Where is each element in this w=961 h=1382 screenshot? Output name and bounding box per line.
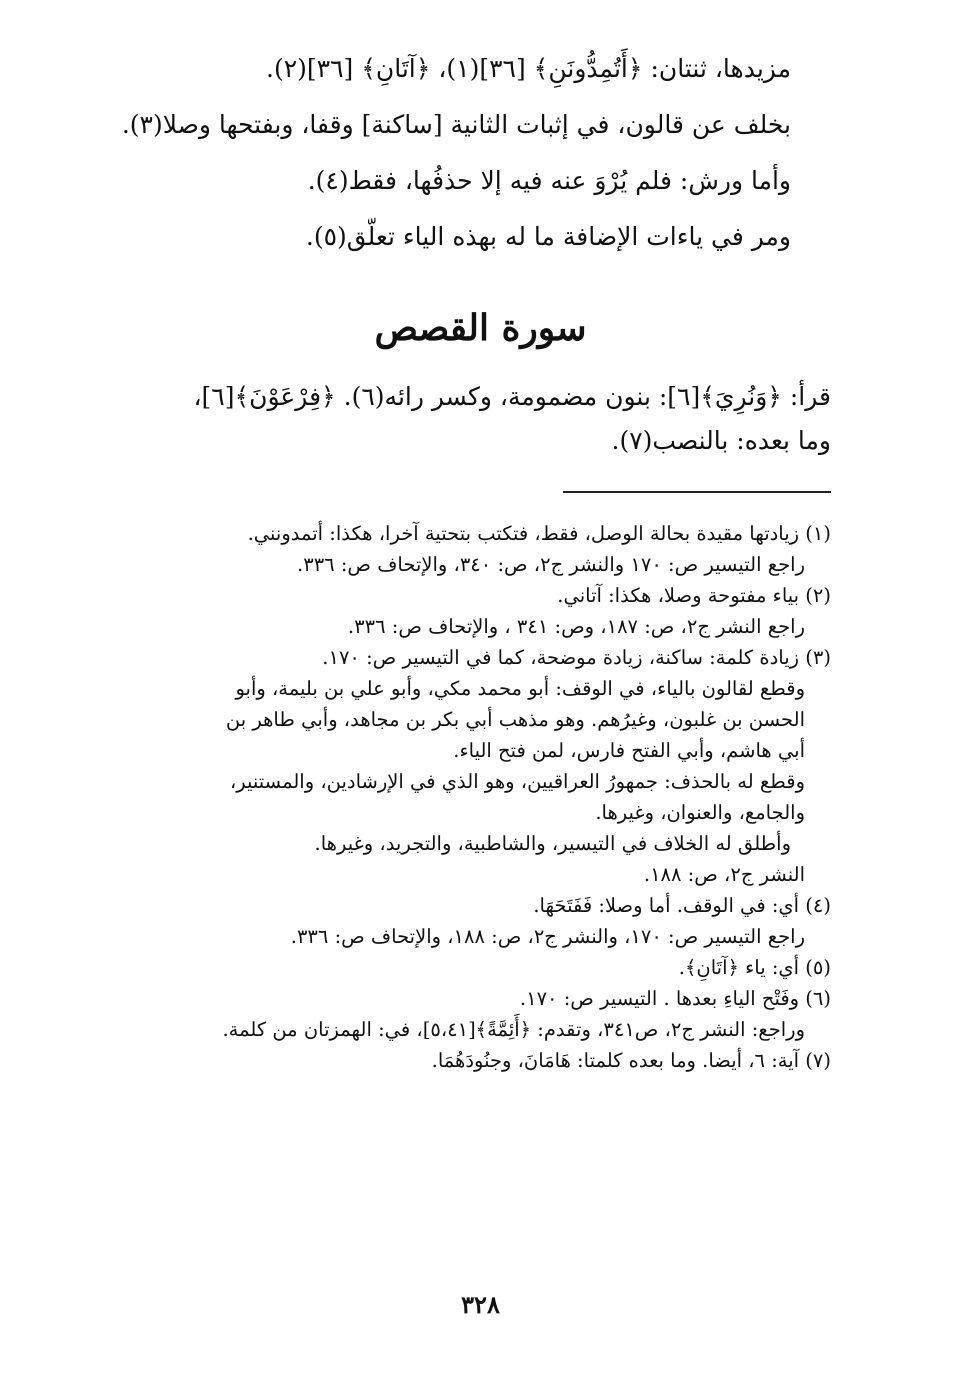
main-text [111,50,791,274]
footnote-line: (٣) زيادة كلمة: ساكنة، زيادة موضحة، كما في التيسير ص: ١٧٠. [322,646,831,669]
footnote-line: والجامع، والعنوان، وغيرها. [595,801,805,824]
footnote-line: (٥) أي: ياء ﴿آتَانِ﴾. [678,956,831,979]
footnote-line: أبي هاشم، وأبي الفتح فارس، لمن فتح الياء. [453,739,805,762]
footnote-line: راجع التيسير ص: ١٧٠، والنشر ج٢، ص: ١٨٨، والإتحاف ص: ٣٣٦. [290,925,805,948]
main-line-4: ومر في ياءات الإضافة ما له بهذه الياء تعلّق(٥). [305,222,791,251]
footnotes [101,518,831,1076]
footnote-line: (٢) بياء مفتوحة وصلا، هكذا: آتاني. [557,584,831,607]
footnote-line: النشر ج٢، ص: ١٨٨. [643,863,805,886]
footnote-line: راجع النشر ج٢، ص: ١٨٧، وص: ٣٤١ ، والإتحاف ص: ٣٣٦. [347,615,805,638]
footnote-line: (٦) وفَتْح الياءِ بعدها . التيسير ص: ١٧٠. [519,987,831,1010]
footnote-line: راجع التيسير ص: ١٧٠ والنشر ج٢، ص: ٣٤٠، والإتحاف ص: ٣٣٦. [297,553,805,576]
main-line-1: مزيدها، ثنتان: ﴿أَتُمِدُّونَنِ﴾ [٣٦](١)، ﴿آتَانِ﴾ [٣٦](٢). [266,54,791,83]
footnote-line: وراجع: النشر ج٢، ص٣٤١، وتقدم: ﴿أَئِمَّةً﴾[٥،٤١]، في: الهمزتان من كلمة. [222,1018,805,1041]
footnote-line: وقطع لقالون بالياء، في الوقف: أبو محمد مكي، وأبو علي بن بليمة، وأبو [235,677,805,700]
footnote-line: وأطلق له الخلاف في التيسير، والشاطبية، والتجريد، وغيرها. [314,832,791,855]
surah-line-2: وما بعده: بالنصب(٧). [611,426,831,455]
main-line-2: بخلف عن قالون، في إثبات الثانية [ساكنة] وقفا، وبفتحها وصلا(٣). [121,110,791,139]
footnote-separator [563,491,831,493]
footnote-line: (٧) آية: ٦، أيضا. وما بعده كلمتا: هَامَانَ، وجنُودَهُمَا. [431,1049,831,1072]
footnote-line: (٤) أي: في الوقف. أما وصلا: فَفَتَحَهَا. [533,894,831,917]
footnote-line: (١) زيادتها مقيدة بحالة الوصل، فقط، فتكتب بتحتية آخرا، هكذا: أتمدونني. [247,522,831,545]
footnote-line: وقطع له بالحذف: جمهورُ العراقيين، وهو الذي في الإرشادين، والمستنير، [229,770,805,793]
surah-text [131,375,831,463]
page-number: ٣٢٨ [461,1290,500,1319]
main-line-3: وأما ورش: فلم يُرْوَ عنه فيه إلا حذفُها، فقط(٤). [307,166,791,195]
footnote-line: الحسن بن غلبون، وغيرُهم. وهو مذهب أبي بكر بن مجاهد، وأبي طاهر بن [225,708,805,731]
surah-line-1: قرأ: ﴿وَنُرِيَ﴾[٦]: بنون مضمومة، وكسر رائه(٦). ﴿فِرْعَوْنَ﴾[٦]، [193,382,831,411]
surah-title: سورة القصص [374,307,587,349]
